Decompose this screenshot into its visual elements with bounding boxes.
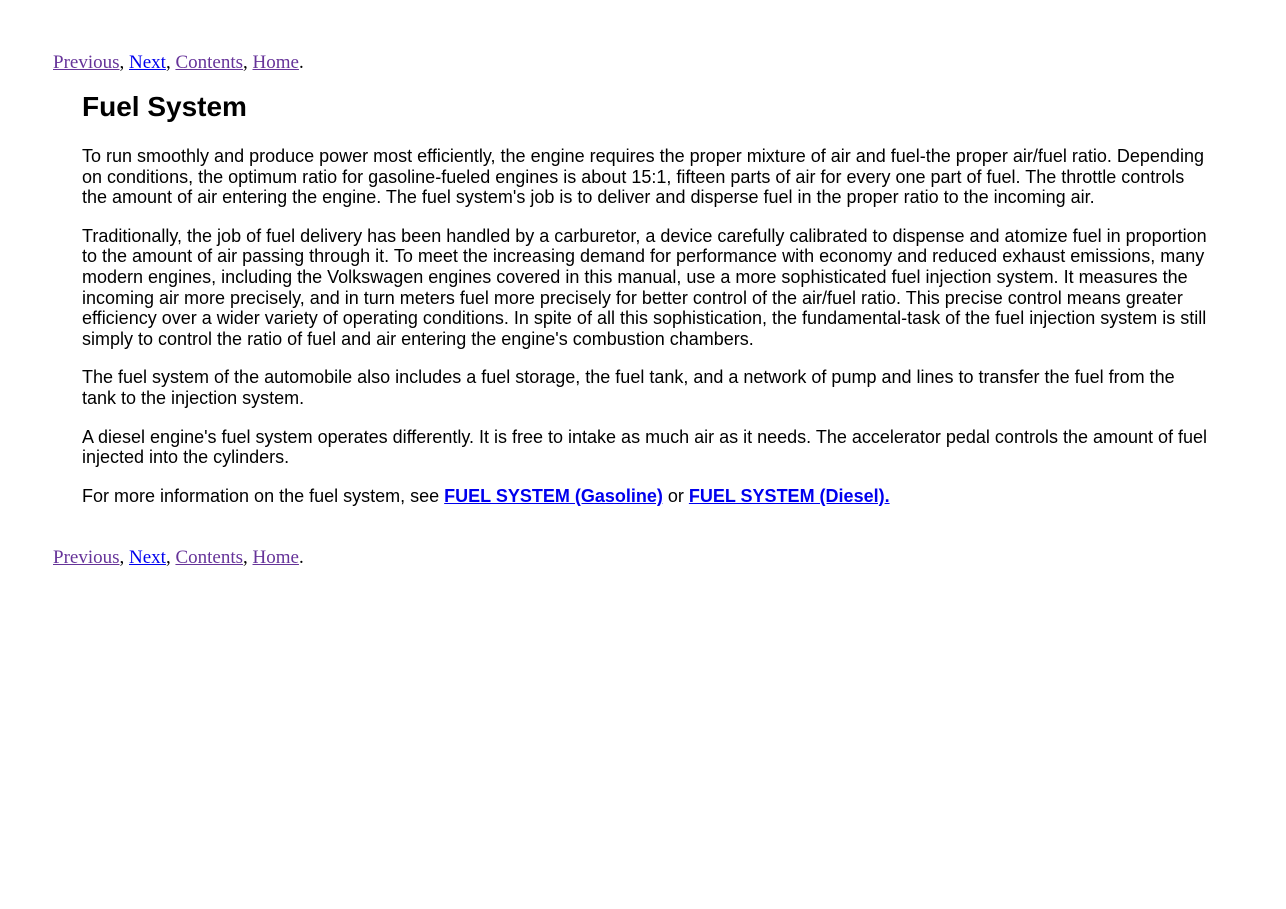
paragraph-diesel: A diesel engine's fuel system operates differently. It is free to intake as much air as it needs. The accelerator pedal controls the amount of fuel injected into the cylinders.: [82, 426, 1208, 468]
home-link[interactable]: Home: [252, 547, 299, 568]
previous-link[interactable]: Previous: [53, 52, 120, 73]
nav-separator: ,: [119, 547, 129, 568]
more-info-prefix: For more information on the fuel system, see: [82, 485, 445, 506]
nav-end: .: [298, 52, 304, 73]
contents-link[interactable]: Contents: [175, 547, 243, 568]
next-link[interactable]: Next: [129, 547, 166, 568]
bottom-navigation: [53, 547, 304, 569]
home-link[interactable]: Home: [252, 52, 299, 73]
page-title: Fuel System: [82, 91, 247, 122]
previous-link[interactable]: Previous: [53, 547, 120, 568]
fuel-system-diesel-link[interactable]: FUEL SYSTEM (Diesel).: [688, 485, 890, 506]
paragraph-more-info: [82, 486, 1208, 507]
next-link[interactable]: Next: [129, 52, 166, 73]
fuel-system-gasoline-link[interactable]: FUEL SYSTEM (Gasoline): [444, 485, 663, 506]
paragraph-fuel-storage: The fuel system of the automobile also includes a fuel storage, the fuel tank, and a network of pump and lines to transfer the fuel from the tank to the injection system.: [82, 367, 1175, 408]
nav-separator: ,: [243, 52, 253, 73]
paragraph-fuel-delivery: Traditionally, the job of fuel delivery has been handled by a carburetor, a device carefully calibrated to dispense and atomize fuel in proportion to the amount of air passing through it. To meet the increasing demand for performance with economy and reduced exhaust emissions, many modern engines, including the Volkswagen engines covered in this manual, use a more sophisticated fuel injection system. It measures the incoming air more precisely, and in turn meters fuel more precisely for better control of the air/fuel ratio. This precise control means greater efficiency over a wider variety of operating conditions. In spite of all this sophistication, the fundamental-task of the fuel injection system is still simply to control the ratio of fuel and air entering the engine's combustion chambers.: [82, 225, 1207, 349]
nav-separator: ,: [119, 52, 129, 73]
nav-separator: ,: [243, 547, 253, 568]
nav-separator: ,: [165, 52, 176, 73]
contents-link[interactable]: Contents: [175, 52, 243, 73]
article-content: [82, 90, 1208, 524]
nav-end: .: [298, 547, 304, 568]
more-info-middle: or: [662, 485, 689, 506]
paragraph-air-fuel-ratio: To run smoothly and produce power most efficiently, the engine requires the proper mixture of air and fuel-the proper air/fuel ratio. Depending on conditions, the optimum ratio for gasoline-fueled engines is about 15:1, fifteen parts of air for every one part of fuel. The throttle controls the amount of air entering the engine. The fuel system's job is to deliver and disperse fuel in the proper ratio to the incoming air.: [82, 146, 1204, 208]
top-navigation: [53, 52, 304, 74]
nav-separator: ,: [165, 547, 176, 568]
